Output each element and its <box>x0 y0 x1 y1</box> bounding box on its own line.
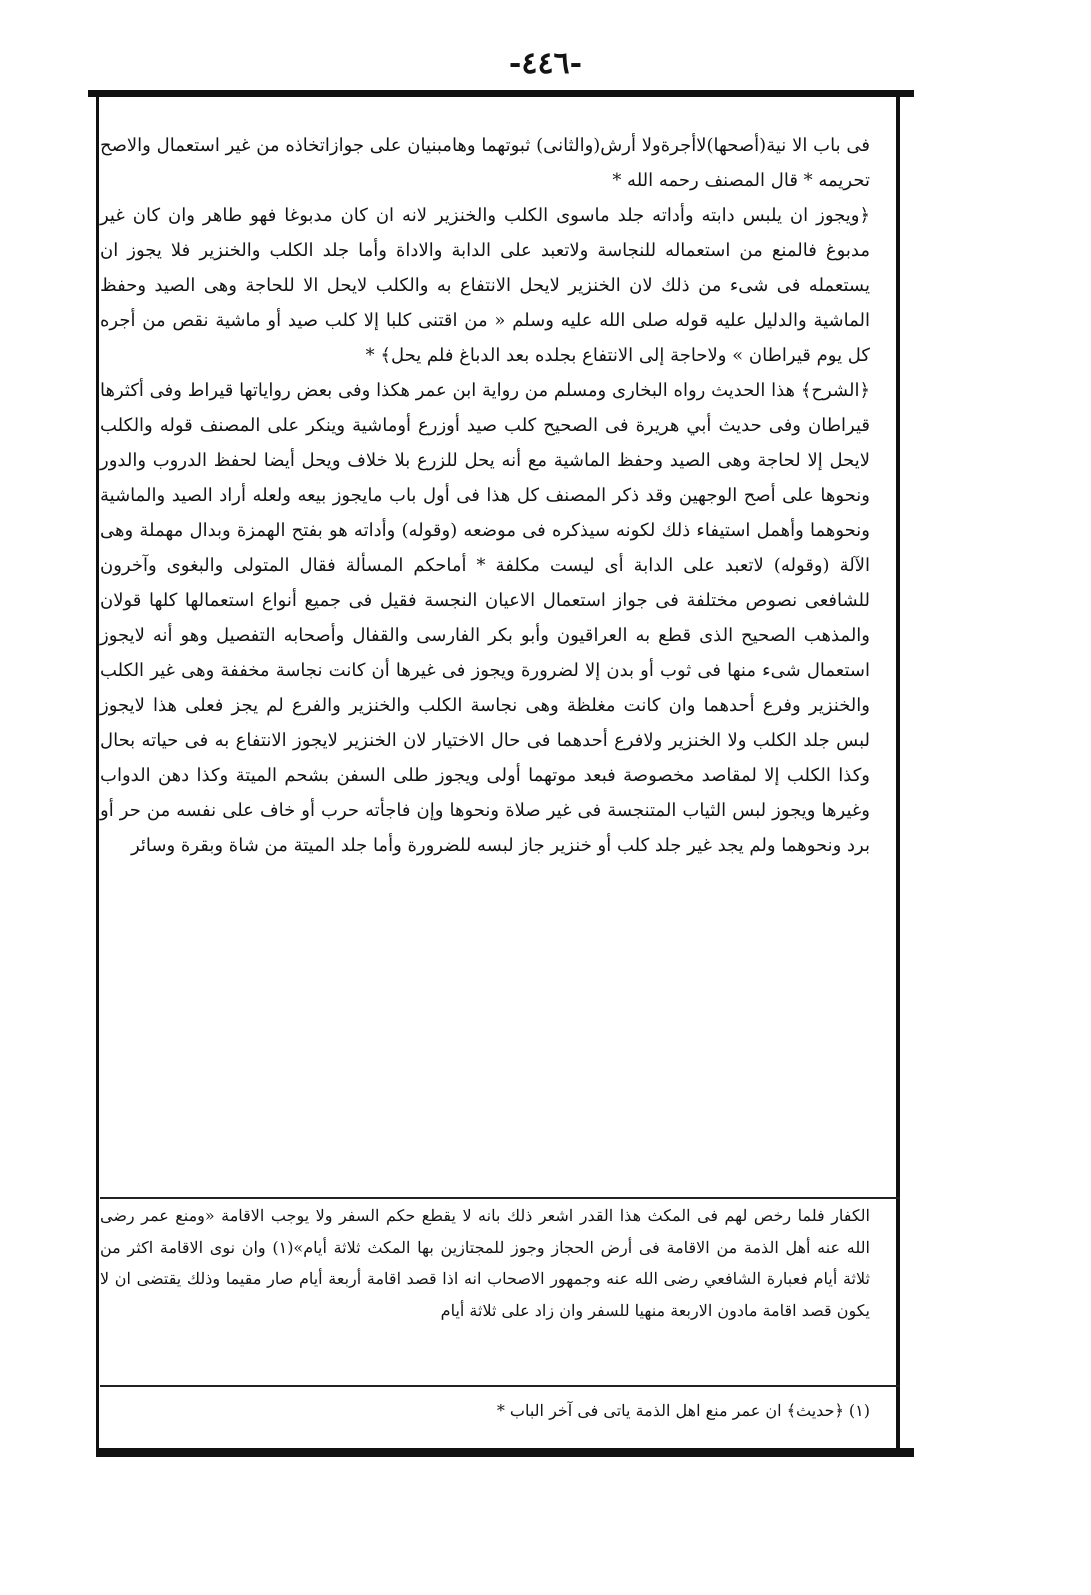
main-paragraph-intro: فى باب الا نية(أصحها)لاأجرةولا أرش(والثانى) ثبوتهما وهامبنيان على جوازاتخاذه من غير استعمال والاصح تحريمه * قال المصنف رحمه الله * <box>100 135 870 191</box>
commentary-divider <box>100 1197 900 1199</box>
frame-bottom-rule <box>96 1448 914 1457</box>
main-paragraph-matn: ﴿ويجوز ان يلبس دابته وأداته جلد ماسوى الكلب والخنزير لانه ان كان مدبوغا فهو طاهر وان كان غير مدبوغ فالمنع من استعماله للنجاسة ولاتعبد على الدابة والاداة وأما جلد الكلب والخنزير فلا يجوز ان يستعمله فى شىء من ذلك لان الخنزير لايحل الانتفاع به والكلب لايحل الا للحاجة وهى الصيد وحفظ الماشية والدليل عليه قوله صلى الله عليه وسلم « من اقتنى كلبا إلا كلب صيد أو ماشية نقص من أجره كل يوم قيراطان » ولاحاجة إلى الانتفاع بجلده بعد الدباغ فلم يحل﴾ * <box>100 205 870 366</box>
commentary-text: الكفار فلما رخص لهم فى المكث هذا القدر اشعر ذلك بانه لا يقطع حكم السفر ولا يوجب الاقامة «ومنع عمر رضى الله عنه أهل الذمة من الاقامة فى أرض الحجاز وجوز للمجتازين بها المكث ثلاثة أيام»(١) وان نوى الاقامة اكثر من ثلاثة أيام فعبارة الشافعي رضى الله عنه وجمهور الاصحاب انه اذا قصد اقامة أربعة أيام صار مقيما وذلك يقتضى ان لا يكون قصد اقامة مادون الاربعة منهيا للسفر وان زاد على ثلاثة أيام <box>100 1206 870 1320</box>
main-paragraph-sharh: ﴿الشرح﴾ هذا الحديث رواه البخارى ومسلم من رواية ابن عمر هكذا وفى بعض رواياتها قيراط وفى أكثرها قيراطان وفى حديث أبي هريرة فى الصحيح كلب صيد أوزرع أوماشية وينكر على المصنف قوله والكلب لايحل إلا لحاجة وهى الصيد وحفظ الماشية مع أنه يحل للزرع بلا خلاف ويحل أيضا لحفظ الدروب والدور ونحوها على أصح الوجهين وقد ذكر المصنف كل هذا فى أول باب مايجوز بيعه ولعله أراد الصيد والماشية ونحوهما وأهمل استيفاء ذلك لكونه سيذكره فى موضعه (وقوله) وأداته هو بفتح الهمزة وبدال مهملة وهى الآلة (وقوله) لاتعبد على الدابة أى ليست مكلفة * أماحكم المسألة فقال المتولى والبغوى وآخرون للشافعى نصوص مختلفة فى جواز استعمال الاعيان النجسة فقيل فى جميع أنواع استعمالها كلها قولان والمذهب الصحيح الذى قطع به العراقيون وأبو بكر الفارسى والقفال وأصحابه التفصيل وهو أنه لايجوز استعمال شىء منها فى ثوب أو بدن إلا لضرورة ويجوز فى غيرها أن كانت نجاسة مخففة وهى غير الكلب والخنزير وفرع أحدهما وان كانت مغلظة وهى نجاسة الكلب والخنزير والفرع لم يجز فعلى هذا لايجوز لبس جلد الكلب ولا الخنزير ولافرع أحدهما فى حال الاختيار لان الخنزير لايجوز الانتفاع به فى حياته بحال وكذا الكلب إلا لمقاصد مخصوصة فبعد موتهما أولى ويجوز طلى السفن بشحم الميتة وكذا دهن الدواب وغيرها ويجوز لبس الثياب المتنجسة فى غير صلاة ونحوها وإن فاجأته حرب أو خاف على نفسه من حر أو برد ونحوهما ولم يجد غير جلد كلب أو خنزير جاز لبسه للضرورة وأما جلد الميتة من شاة وبقرة وسائر <box>100 380 871 856</box>
footnote-divider <box>100 1385 900 1387</box>
footnote-text: (١) ﴿حديث﴾ ان عمر منع اهل الذمة ياتى فى آخر الباب * <box>496 1401 870 1420</box>
frame-right-rule <box>896 90 900 1457</box>
frame-left-rule <box>96 90 99 1457</box>
page-number: -٤٤٦- <box>508 46 583 81</box>
frame-top-rule <box>88 90 914 97</box>
main-text <box>100 128 870 863</box>
